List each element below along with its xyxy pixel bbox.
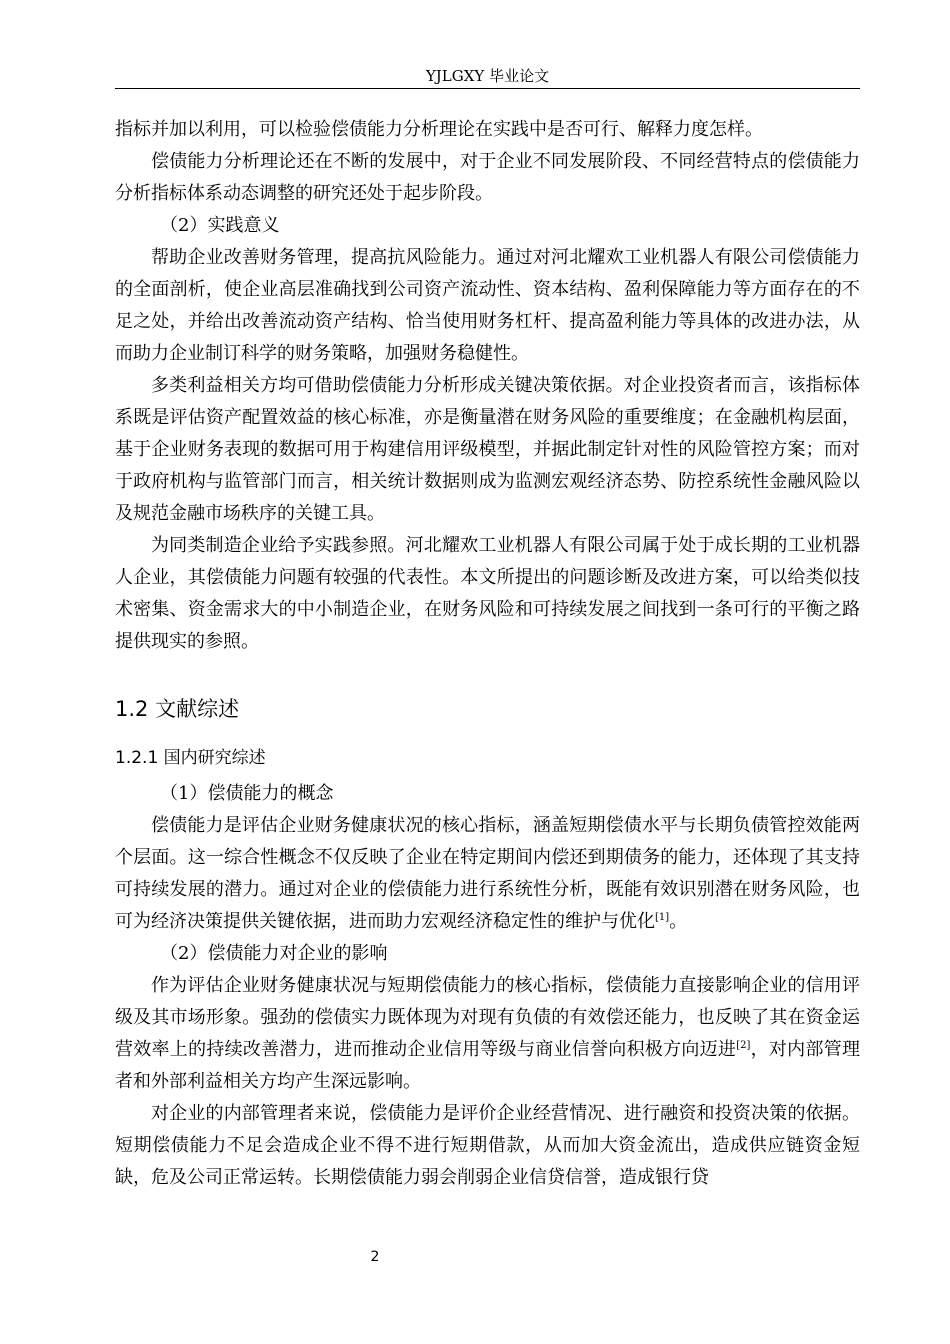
paragraph (115, 810, 860, 938)
paragraph: 为同类制造企业给予实践参照。河北耀欢工业机器人有限公司属于处于成长期的工业机器人企业，其偿债能力问题有较强的代表性。本文所提出的问题诊断及改进方案，可以给类似技术密集、资金需求大的中小制造企业，在财务风险和可持续发展之间找到一条可行的平衡之路提供现实的参照。 (115, 535, 860, 652)
paragraph-text: 偿债能力是评估企业财务健康状况的核心指标，涵盖短期偿债水平与长期负债管控效能两个层面。这一综合性概念不仅反映了企业在特定期间内偿还到期债务的能力，还体现了其支持可持续发展的潜力。通过对企业的偿债能力进行系统性分析，既能有效识别潜在财务风险，也可为经济决策提供关键依据，进而助力宏观经济稳定性的维护与优化 (115, 815, 860, 932)
subheading-concept: （1）偿债能力的概念 (160, 783, 334, 804)
paragraph-text: 。 (669, 911, 688, 932)
running-header: YJLGXY 毕业论文 (115, 66, 860, 89)
paragraph-text: ，对内部管理者和外部利益相关方均产生深远影响。 (115, 1039, 860, 1092)
subsection-heading: 1.2.1 国内研究综述 (115, 748, 266, 768)
paragraph: 偿债能力分析理论还在不断的发展中，对于企业不同发展阶段、不同经营特点的偿债能力分析指标体系动态调整的研究还处于起步阶段。 (115, 151, 860, 204)
paragraph: 多类利益相关方均可借助偿债能力分析形成关键决策依据。对企业投资者而言，该指标体系既是评估资产配置效益的核心标准，亦是衡量潜在财务风险的重要维度；在金融机构层面，基于企业财务表现的数据可用于构建信用评级模型，并据此制定针对性的风险管控方案；而对于政府机构与监管部门而言，相关统计数据则成为监测宏观经济态势、防控系统性金融风险以及规范金融市场秩序的关键工具。 (115, 375, 860, 524)
subheading-practical-significance: （2）实践意义 (160, 215, 280, 236)
citation-ref: [1] (655, 912, 670, 923)
citation-ref: [2] (736, 1040, 751, 1051)
paragraph: 帮助企业改善财务管理，提高抗风险能力。通过对河北耀欢工业机器人有限公司偿债能力的全面剖析，使企业高层准确找到公司资产流动性、资本结构、盈利保障能力等方面存在的不足之处，并给出改善流动资产结构、恰当使用财务杠杆、提高盈利能力等具体的改进办法，从而助力企业制订科学的财务策略，加强财务稳健性。 (115, 247, 860, 364)
section-heading: 1.2 文献综述 (115, 697, 240, 721)
paragraph: 指标并加以利用，可以检验偿债能力分析理论在实践中是否可行、解释力度怎样。 (115, 119, 763, 140)
page-body (115, 114, 860, 1194)
paragraph (115, 970, 860, 1098)
paragraph-text: 作为评估企业财务健康状况与短期偿债能力的核心指标，偿债能力直接影响企业的信用评级及其市场形象。强劲的偿债实力既体现为对现有负债的有效偿还能力，也反映了其在资金运营效率上的持续改善潜力，进而推动企业信用等级与商业信誉向积极方向迈进 (115, 975, 860, 1060)
page-number: 2 (370, 1249, 380, 1265)
paragraph: 对企业的内部管理者来说，偿债能力是评价企业经营情况、进行融资和投资决策的依据。短期偿债能力不足会造成企业不得不进行短期借款，从而加大资金流出，造成供应链资金短缺，危及公司正常运转。长期偿债能力弱会削弱企业信贷信誉，造成银行贷 (115, 1103, 860, 1188)
subheading-impact: （2）偿债能力对企业的影响 (160, 943, 388, 964)
